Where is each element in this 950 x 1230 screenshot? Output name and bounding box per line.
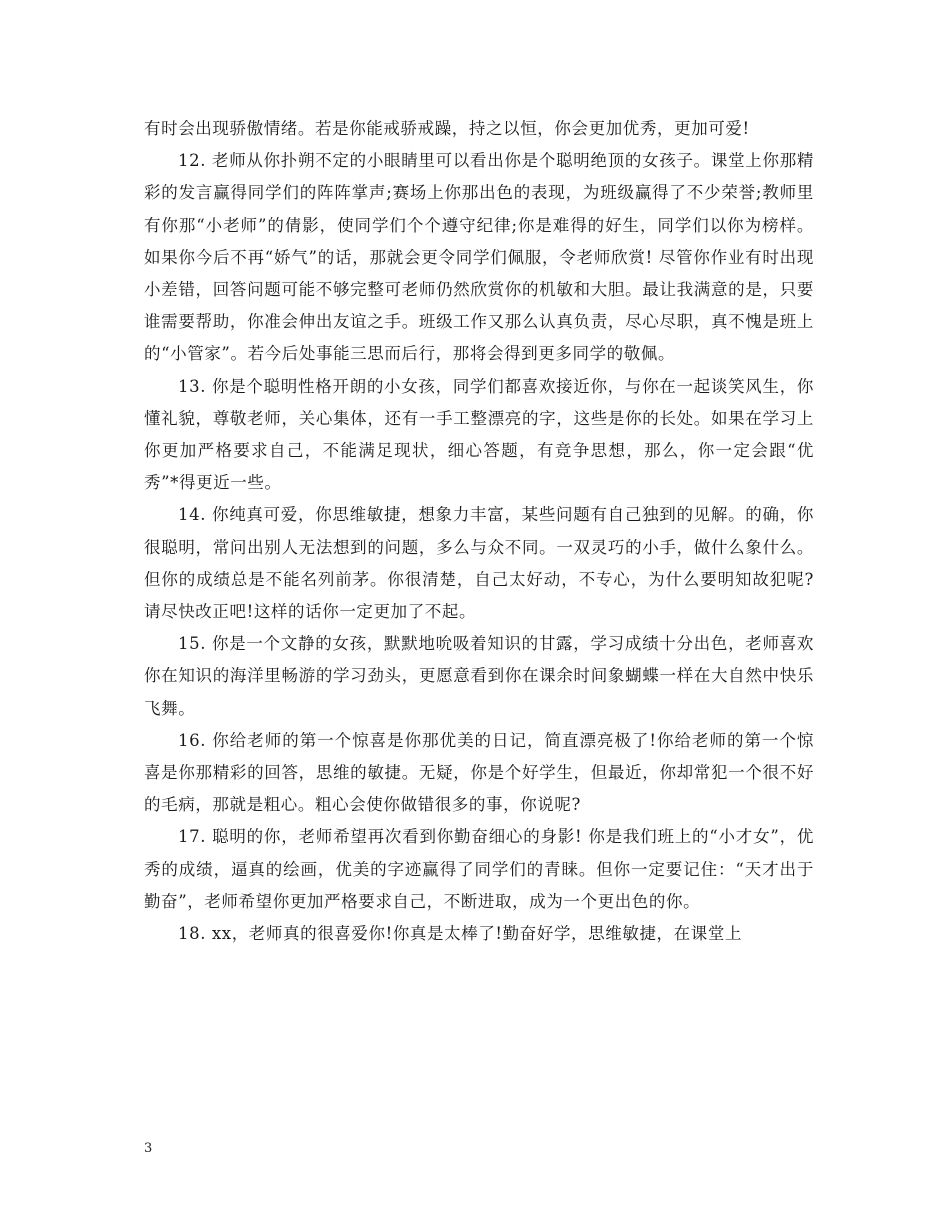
paragraph-16: 16. 你给老师的第一个惊喜是你那优美的日记，简直漂亮极了!你给老师的第一个惊喜是你那精彩的回答，思维的敏捷。无疑，你是个好学生，但最近，你却常犯一个很不好的毛病，那就是粗心。粗心会使你做错很多的事，你说呢?: [144, 730, 814, 815]
paragraph-continuation: 有时会出现骄傲情绪。若是你能戒骄戒躁，持之以恒，你会更加优秀，更加可爱!: [144, 119, 750, 138]
paragraph-12: 12. 老师从你扑朔不定的小眼睛里可以看出你是个聪明绝顶的女孩子。课堂上你那精彩的发言赢得同学们的阵阵掌声;赛场上你那出色的表现，为班级赢得了不少荣誉;教师里有你那“小老师”的倩影，使同学们个个遵守纪律;你是难得的好生，同学们以你为榜样。如果你今后不再“娇气”的话，那就会更令同学们佩服，令老师欣赏! 尽管你作业有时出现小差错，回答问题可能不够完整可老师仍然欣赏你的机敏和大胆。最让我满意的是，只要谁需要帮助，你准会伸出友谊之手。班级工作又那么认真负责，尽心尽职，真不愧是班上的“小管家”。若今后处事能三思而后行，那将会得到更多同学的敬佩。: [144, 151, 814, 364]
paragraph-14: 14. 你纯真可爱，你思维敏捷，想象力丰富，某些问题有自己独到的见解。的确，你很聪明，常问出别人无法想到的问题，多么与众不同。一双灵巧的小手，做什么象什么。但你的成绩总是不能名列前茅。你很清楚，自己太好动，不专心，为什么要明知故犯呢?请尽快改正吧!这样的话你一定更加了不起。: [144, 505, 814, 622]
paragraph-15: 15. 你是一个文静的女孩，默默地吮吸着知识的甘露，学习成绩十分出色，老师喜欢你在知识的海洋里畅游的学习劲头，更愿意看到你在课余时间象蝴蝶一样在大自然中快乐飞舞。: [144, 634, 814, 718]
paragraph-17: 17. 聪明的你，老师希望再次看到你勤奋细心的身影! 你是我们班上的“小才女”，优秀的成绩，逼真的绘画，优美的字迹赢得了同学们的青睐。但你一定要记住：“天才出于勤奋”，老师希望你更加严格要求自己，不断进取，成为一个更出色的你。: [144, 827, 814, 911]
document-body: [144, 113, 814, 950]
paragraph-13: 13. 你是个聪明性格开朗的小女孩，同学们都喜欢接近你，与你在一起谈笑风生，你懂礼貌，尊敬老师，关心集体，还有一手工整漂亮的字，这些是你的长处。如果在学习上你更加严格要求自己，不能满足现状，细心答题，有竞争思想，那么，你一定会跟“优秀”*得更近一些。: [144, 376, 814, 493]
paragraph-18: 18. xx，老师真的很喜爱你!你真是太棒了!勤奋好学，思维敏捷，在课堂上: [178, 924, 743, 944]
page-number: 3: [144, 1141, 153, 1156]
